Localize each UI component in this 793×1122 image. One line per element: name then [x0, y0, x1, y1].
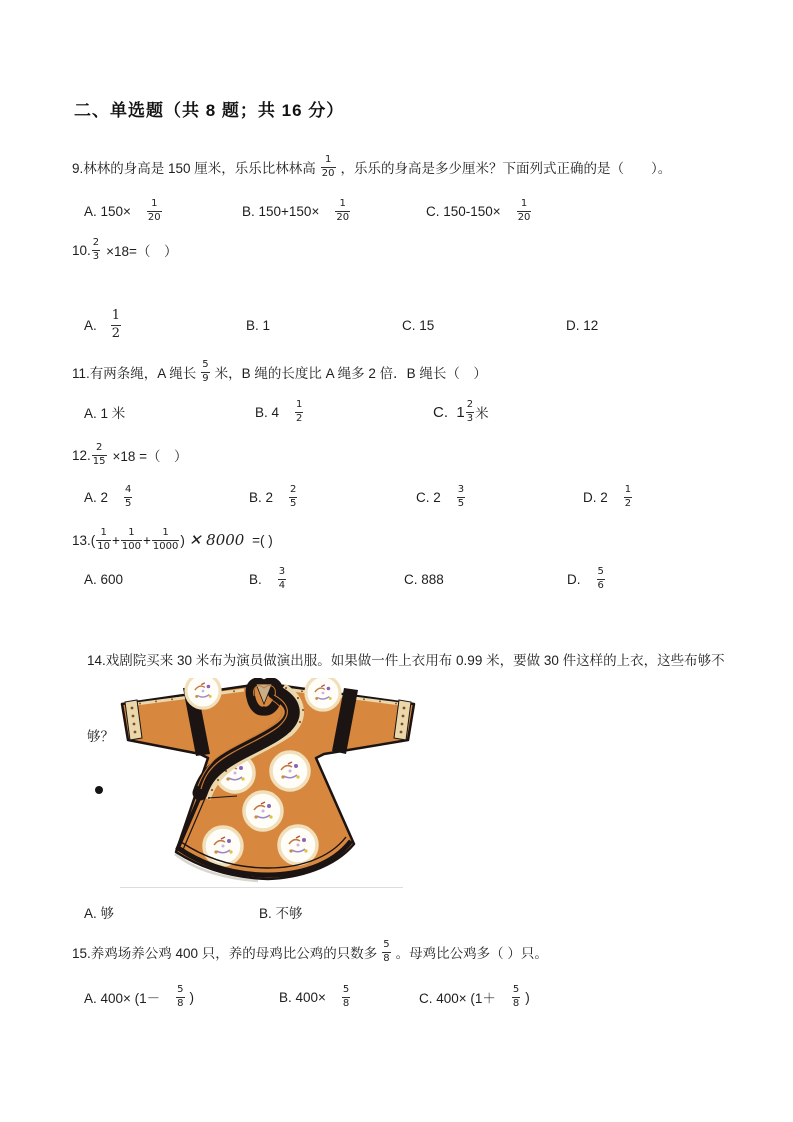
fraction-denominator: 4: [278, 579, 286, 591]
fraction-denominator: 3: [92, 250, 100, 262]
fraction: [92, 442, 107, 468]
fraction: [382, 939, 390, 965]
fraction-denominator: 5: [125, 497, 132, 509]
fraction-numerator: 1: [151, 198, 158, 209]
fraction-denominator: 20: [517, 211, 531, 223]
fraction: [111, 308, 121, 343]
q12-text-pre: 12.: [72, 447, 91, 463]
fraction-denominator: 20: [336, 211, 350, 223]
fraction-numerator: 1: [520, 198, 528, 209]
q10-option-b: B. 1: [246, 317, 271, 333]
option-label: A. 400× (1－: [84, 991, 161, 1006]
fraction: [466, 399, 474, 425]
fraction-denominator: 8: [512, 997, 520, 1009]
q15-text-pre: 15.养鸡场养公鸡 400 只，养的母鸡比公鸡的只数多: [72, 946, 378, 961]
option-suffix: ): [525, 989, 530, 1005]
fraction-denominator: 2: [111, 325, 121, 341]
fraction-numerator: 1: [162, 527, 169, 538]
fraction-denominator: 5: [290, 497, 297, 509]
q10-option-c: C. 15: [402, 317, 435, 333]
q15-option-a: [84, 978, 194, 1016]
fraction-denominator: 6: [597, 579, 604, 591]
q9-text-pre: 9.林林的身高是 150 厘米，乐乐比林林高: [72, 161, 316, 176]
option-label: B. 150+150×: [242, 203, 320, 219]
option-label: A. 2: [84, 489, 109, 505]
fraction-numerator: 2: [95, 442, 103, 453]
fraction-numerator: 4: [125, 484, 132, 495]
option-label: D.: [567, 571, 581, 587]
q13-stem: [72, 522, 273, 558]
q14-text-line1: 14.戏剧院买来 30 米布为演员做演出服。如果做一件上衣用布 0.99 米，要做 30 件这样的上衣，这些布够不: [87, 653, 725, 668]
close-paren: ): [180, 532, 185, 548]
q14-text-line2: 够？: [87, 729, 115, 744]
q12-option-a: [84, 480, 137, 514]
option-label: B. 400×: [279, 989, 326, 1005]
q11-text-pre: 11.有两条绳，A 绳长: [72, 366, 197, 381]
q13-option-b: [249, 562, 291, 596]
fraction-numerator: 5: [512, 984, 520, 995]
q13-option-d: [567, 562, 610, 596]
option-label: B. 4: [255, 404, 280, 420]
fraction: [278, 566, 286, 592]
q13-text-pre: 13.(: [72, 532, 96, 548]
fraction-numerator: 5: [342, 984, 350, 995]
fraction-denominator: 20: [321, 167, 335, 179]
q10-option-a: [84, 303, 126, 347]
fraction: [96, 527, 111, 553]
q14-option-b: B. 不够: [259, 906, 303, 921]
q13-options-row: [0, 562, 793, 596]
q11-stem: [72, 355, 487, 389]
q9-stem: [72, 150, 671, 184]
q11-options-row: [0, 395, 793, 429]
option-label: A.: [84, 317, 97, 333]
fraction: [289, 484, 297, 510]
q9-option-b: [242, 194, 355, 228]
fraction-numerator: 2: [290, 484, 297, 495]
fraction-numerator: 1: [100, 527, 107, 538]
fraction-numerator: 5: [202, 359, 209, 370]
plus-sign: +: [142, 532, 151, 548]
fraction: [517, 198, 532, 224]
fraction-numerator: 1: [624, 484, 632, 495]
option-label: B.: [249, 571, 262, 587]
fraction: [295, 399, 303, 425]
fraction-numerator: 1: [296, 399, 303, 410]
q13-option-c: C. 888: [404, 571, 444, 587]
q10-text-pre: 10.: [72, 242, 91, 258]
fraction-denominator: 2: [296, 412, 303, 424]
fraction-numerator: 1: [324, 154, 332, 165]
fraction-denominator: 1000: [152, 540, 179, 552]
q9-options-row: [0, 194, 793, 228]
fraction-denominator: 2: [624, 497, 632, 509]
q14-option-a: A. 够: [84, 906, 115, 921]
plus-sign: +: [112, 532, 120, 548]
q12-option-d: [583, 480, 637, 514]
fraction: [321, 154, 336, 180]
q10-options-row: [0, 303, 793, 347]
fraction-denominator: 8: [383, 952, 390, 964]
option-label: A. 150×: [84, 203, 131, 219]
fraction: [92, 237, 100, 263]
fraction: [152, 527, 179, 553]
equals-blank: =( ): [248, 532, 273, 548]
fraction-denominator: 20: [147, 211, 161, 223]
fraction-denominator: 8: [177, 997, 184, 1009]
q13-option-a: A. 600: [84, 571, 124, 587]
fraction-numerator: 3: [457, 484, 465, 495]
option-label: B. 2: [249, 489, 274, 505]
fraction: [512, 984, 520, 1010]
fraction: [121, 527, 142, 553]
q9-option-a: [84, 194, 167, 228]
fraction: [147, 198, 162, 224]
q9-option-c: [426, 194, 536, 228]
fraction: [457, 484, 465, 510]
option-label: C. 1: [433, 403, 465, 421]
option-label: D. 2: [583, 489, 608, 505]
q10-stem: [72, 233, 177, 267]
image-divider: [120, 887, 403, 888]
fraction: [124, 484, 132, 510]
option-label: C. 2: [416, 489, 441, 505]
fraction-denominator: 15: [92, 455, 106, 467]
fraction-denominator: 5: [457, 497, 465, 509]
fraction-numerator: 2: [466, 399, 474, 410]
fraction-numerator: 2: [92, 237, 100, 248]
option-label: C. 150-150×: [426, 203, 501, 219]
list-bullet: [95, 786, 103, 794]
q15-stem: [72, 934, 548, 970]
fraction-denominator: 10: [97, 540, 110, 552]
fraction-numerator: 1: [128, 527, 135, 538]
fraction: [201, 359, 209, 385]
option-suffix: ): [189, 989, 195, 1005]
fraction-numerator: 5: [383, 939, 390, 950]
fraction-numerator: 5: [177, 984, 184, 995]
q12-option-c: [416, 480, 470, 514]
q11-text-post: 米，B 绳的长度比 A 绳多 2 倍．B 绳长（ ）: [214, 366, 487, 381]
multiplication-expression: ✕ 8000: [188, 531, 245, 549]
fraction-numerator: 1: [339, 198, 346, 209]
option-suffix: 米: [475, 406, 489, 421]
option-label: C. 400× (1＋: [419, 991, 496, 1006]
fraction-numerator: 1: [111, 307, 121, 323]
q12-text-post: ×18 =（ ）: [112, 449, 188, 464]
fraction: [342, 984, 350, 1010]
q11-option-c: [433, 395, 489, 429]
fraction-numerator: 5: [597, 566, 604, 577]
fraction-denominator: 9: [202, 372, 209, 384]
q15-option-c: [419, 978, 530, 1016]
fraction-denominator: 3: [466, 412, 474, 424]
fraction-numerator: 3: [278, 566, 286, 577]
fraction-denominator: 100: [121, 540, 141, 552]
costume-image: [118, 678, 418, 890]
q15-options-row: [0, 978, 793, 1016]
fraction: [597, 566, 605, 592]
q15-option-b: [279, 978, 355, 1016]
q10-text-post: ×18=（ ）: [106, 244, 178, 259]
q15-text-post: 。母鸡比公鸡多（ ）只。: [395, 946, 548, 961]
q12-stem: [72, 437, 188, 473]
q9-text-post: ，乐乐的身高是多少厘米？下面列式正确的是（ ）。: [340, 161, 672, 176]
q12-options-row: [0, 480, 793, 514]
fraction-denominator: 8: [342, 997, 350, 1009]
fraction: [176, 984, 184, 1010]
fraction: [624, 484, 632, 510]
q11-option-b: [255, 395, 308, 429]
q11-option-a: A. 1 米: [84, 406, 126, 421]
q14-options-row: [0, 897, 793, 927]
fraction: [335, 198, 350, 224]
q12-option-b: [249, 480, 302, 514]
section-heading: 二、单选题（共 8 题；共 16 分）: [74, 101, 345, 120]
q10-option-d: D. 12: [566, 317, 599, 333]
